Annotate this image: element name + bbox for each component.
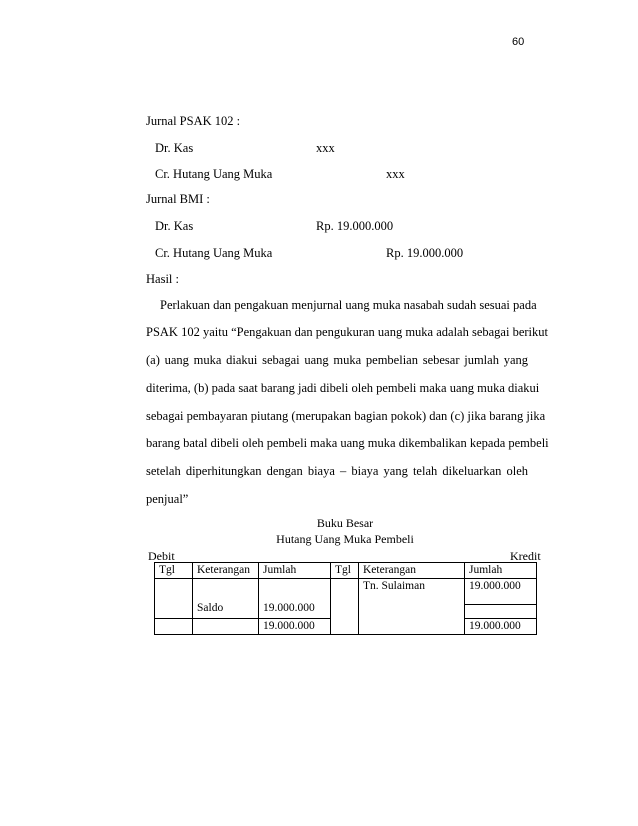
entry-tgl-debit (155, 579, 193, 619)
hasil-line-6: barang batal dibeli oleh pembeli maka uang muka dikembalikan kepada pembeli (146, 436, 549, 450)
psak-debit-amount: xxx (316, 141, 335, 155)
total-jumlah-debit: 19.000.000 (259, 619, 331, 635)
psak-credit-account: Cr. Hutang Uang Muka (155, 167, 273, 181)
ledger-credit-label: Kredit (510, 549, 541, 563)
hasil-line-7: setelah diperhitungkan dengan biaya – biaya yang telah dikeluarkan oleh (146, 464, 528, 478)
entry-jumlah-credit: 19.000.000 (465, 579, 537, 605)
ledger-subtitle: Hutang Uang Muka Pembeli (276, 532, 414, 546)
header-jumlah-debit: Jumlah (259, 563, 331, 579)
ledger-entry-row (155, 579, 537, 605)
total-keterangan-debit (193, 619, 259, 635)
total-jumlah-credit: 19.000.000 (465, 619, 537, 635)
bmi-debit-amount: Rp. 19.000.000 (316, 219, 394, 233)
entry-keterangan-credit: Tn. Sulaiman (359, 579, 465, 635)
header-keterangan-debit: Keterangan (193, 563, 259, 579)
bmi-heading: Jurnal BMI : (146, 192, 210, 206)
hasil-line-2: PSAK 102 yaitu “Pengakuan dan pengukuran uang muka adalah sebagai berikut (146, 325, 548, 339)
header-tgl-credit: Tgl (331, 563, 359, 579)
header-jumlah-credit: Jumlah (465, 563, 537, 579)
entry-jumlah-debit: 19.000.000 (259, 579, 331, 619)
total-tgl-debit (155, 619, 193, 635)
hasil-line-4: diterima, (b) pada saat barang jadi dibeli oleh pembeli maka uang muka diakui (146, 381, 540, 395)
entry-tgl-credit (331, 579, 359, 635)
bmi-credit-amount: Rp. 19.000.000 (386, 246, 464, 260)
ledger-header-row (155, 563, 537, 579)
ledger-debit-label: Debit (148, 549, 175, 563)
hasil-line-8: penjual” (146, 492, 189, 506)
entry-jumlah-credit-spacer (465, 604, 537, 618)
bmi-credit-account: Cr. Hutang Uang Muka (155, 246, 273, 260)
page-number: 60 (512, 36, 525, 48)
ledger-table (154, 562, 537, 635)
psak-debit-account: Dr. Kas (155, 141, 194, 155)
psak-credit-amount: xxx (386, 167, 405, 181)
ledger-title: Buku Besar (316, 516, 374, 530)
hasil-line-3: (a) uang muka diakui sebagai uang muka pembelian sebesar jumlah yang (146, 353, 528, 367)
entry-keterangan-debit: Saldo (193, 579, 259, 619)
hasil-line-5: sebagai pembayaran piutang (merupakan bagian pokok) dan (c) jika barang jika (146, 409, 546, 423)
bmi-debit-account: Dr. Kas (155, 219, 194, 233)
hasil-line-1: Perlakuan dan pengakuan menjurnal uang muka nasabah sudah sesuai pada (160, 298, 537, 312)
psak-heading: Jurnal PSAK 102 : (146, 114, 241, 128)
hasil-heading: Hasil : (146, 272, 179, 286)
header-keterangan-credit: Keterangan (359, 563, 465, 579)
header-tgl-debit: Tgl (155, 563, 193, 579)
